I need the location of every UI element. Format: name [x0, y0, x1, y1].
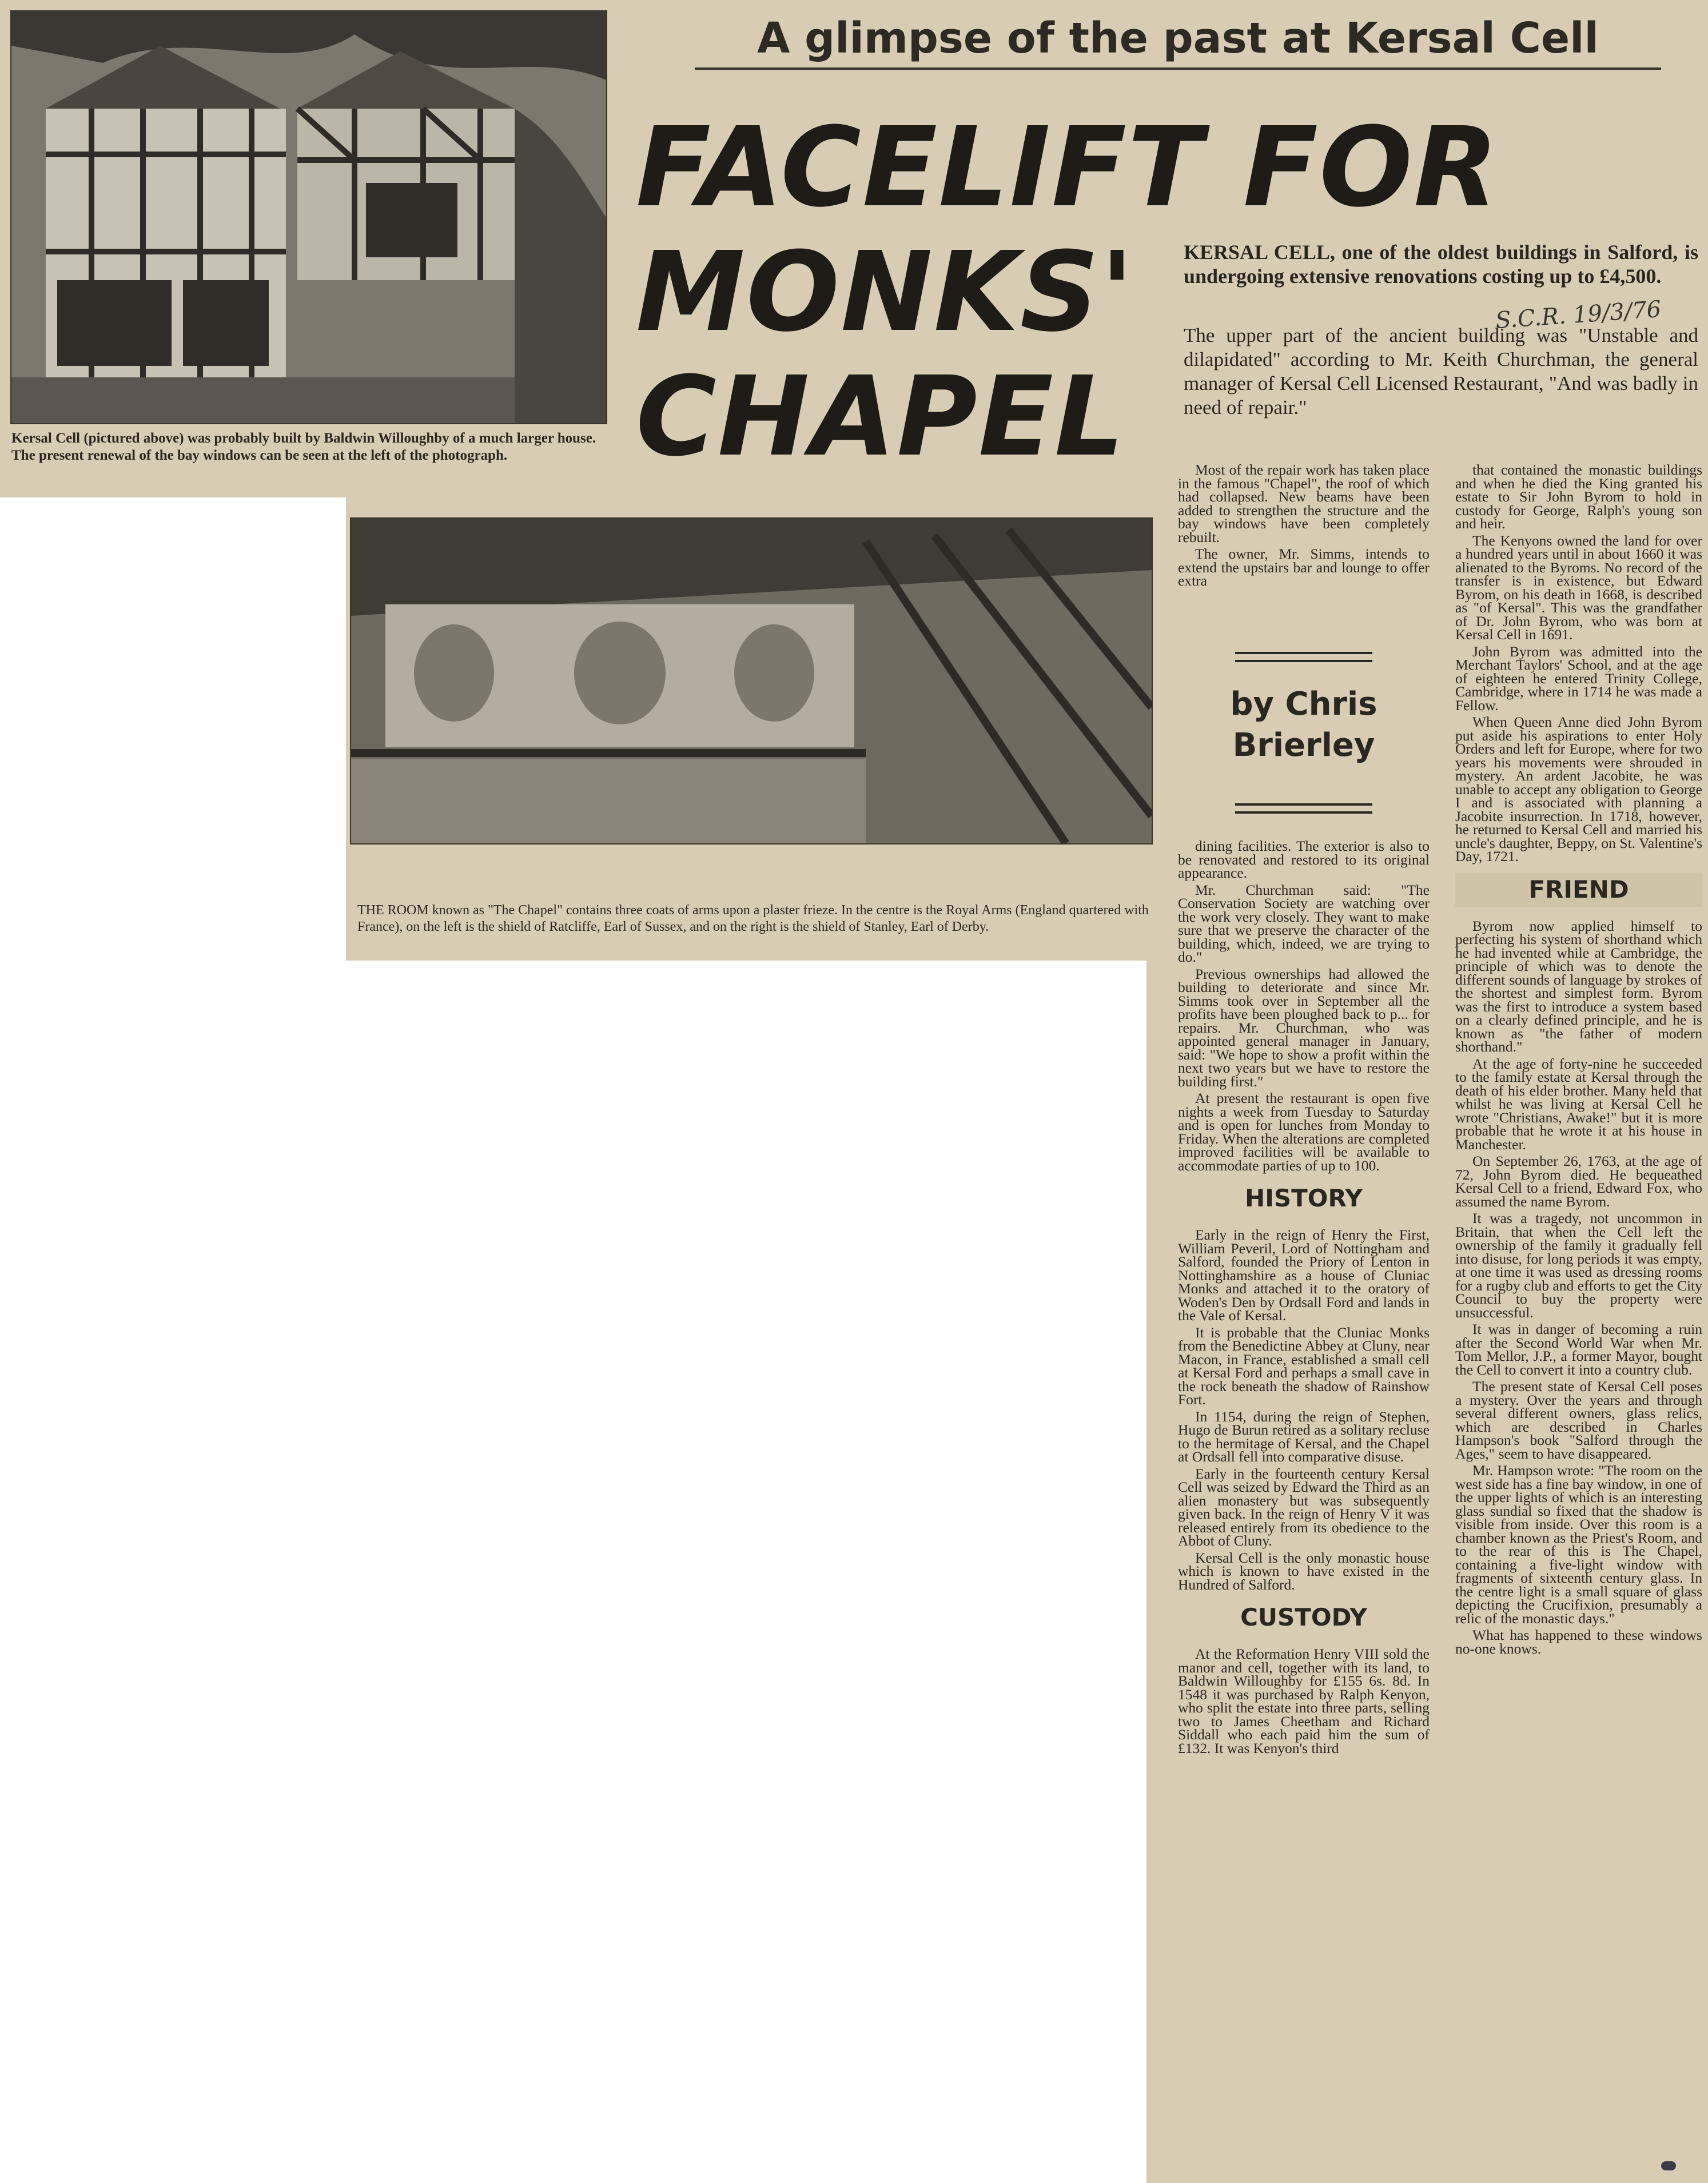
paragraph: At present the restaurant is open five nights a week from Tuesday to Saturday and is open for lunches from Monday to Friday. When the alterations are completed improved facilities will be available to accommodate parties of up to 100. — [1178, 1090, 1430, 1174]
paragraph: It was a tragedy, not uncommon in Britain, that when the Cell left the ownership of the family it gradually fell into disuse, for long periods it was empty, at one time it was used as dressing rooms for a rugby club and efforts to get the City Council to buy the property were unsuccessful. — [1455, 1210, 1702, 1321]
byline-rule-top — [1235, 652, 1372, 662]
standfirst: KERSAL CELL, one of the oldest buildings in Salford, is undergoing extensive renovations costing up to £4,500. — [1184, 241, 1698, 288]
byline-line-2: Brierley — [1232, 727, 1375, 764]
paragraph: It was in danger of becoming a ruin after the Second World War when Mr. Tom Mellor, J.P., a former Mayor, bought the Cell to convert it into a country club. — [1455, 1321, 1702, 1378]
article-column-2 — [1455, 463, 1702, 1659]
house-photo-caption: Kersal Cell (pictured above) was probably built by Baldwin Willoughby of a much larger house. The present renewal of the bay windows can be seen at the left of the photograph. — [11, 431, 596, 463]
paragraph: On September 26, 1763, at the age of 72, John Byrom died. He bequeathed Kersal Cell to a friend, Edward Fox, who assumed the name Byrom. — [1455, 1153, 1702, 1210]
paragraph: Most of the repair work has taken place in the famous "Chapel", the roof of which had collapsed. New beams have been added to strengthen the structure and the bay windows have been completely rebuilt. — [1178, 461, 1430, 545]
intro-paragraph: The upper part of the ancient building was "Unstable and dilapidated" according to Mr. Keith Churchman, the general manager of Kersal Cell Licensed Restaurant, "And was badly in need of repair." — [1184, 324, 1698, 419]
paragraph: The present state of Kersal Cell poses a mystery. Over the years and through several different owners, glass relics, which are described in Charles Hampson's book "Salford through the Ages," seem to have disappeared. — [1455, 1378, 1702, 1462]
byline — [1189, 684, 1418, 766]
handwritten-date-note: S.C.R. 19/3/76 — [1494, 296, 1662, 334]
paragraph: The Kenyons owned the land for over a hundred years until in about 1660 it was alienated to the Byroms. No record of the transfer is in existence, but Edward Byrom, on his death in 1668, is described as "of Kersal". This was the grandfather of Dr. John Byrom, who was born at Kersal Cell in 1691. — [1455, 532, 1702, 643]
subhead-friend: FRIEND — [1455, 873, 1702, 907]
headline-line-3: CHAPEL — [636, 353, 1126, 481]
paragraph: Previous ownerships had allowed the building to deteriorate and since Mr. Simms took over in September all the profits have been ploughed back to p... for repairs. Mr. Churchman, who was appointed general manager in January, said: "We hope to show a profit within the next two years but we have to restore the building first." — [1178, 965, 1430, 1090]
chapel-frieze-photo — [350, 517, 1153, 844]
subhead-history: HISTORY — [1245, 1184, 1363, 1212]
subhead-custody: CUSTODY — [1240, 1603, 1367, 1631]
kicker-headline: A glimpse of the past at Kersal Cell — [757, 14, 1599, 63]
paragraph: The owner, Mr. Simms, intends to extend the upstairs bar and lounge to offer extra — [1178, 545, 1430, 589]
house-photo — [10, 10, 607, 424]
paragraph: John Byrom was admitted into the Merchant Taylors' School, and at the age of eighteen he entered Trinity College, Cambridge, where in 1714 he was made a Fellow. — [1455, 643, 1702, 714]
kicker-rule — [695, 67, 1661, 70]
headline-line-2: MONKS' — [636, 229, 1135, 356]
byline-line-1: by Chris — [1230, 686, 1377, 723]
paragraph: Byrom now applied himself to perfecting his system of shorthand which he had invented while at Cambridge, the principle of which was to denote the different sounds of language by strokes of the shortest and simplest form. Byrom was the first to introduce a system based on a clearly defined principle, and he is known as "the father of modern shorthand." — [1455, 917, 1702, 1055]
main-headline — [636, 106, 1551, 480]
byline-rule-bottom — [1235, 803, 1372, 814]
paragraph: Mr. Churchman said: "The Conservation Society are watching over the work very closely. They want to make sure that we preserve the character of the building, which, indeed, we are trying to do." — [1178, 881, 1430, 965]
paragraph: At the Reformation Henry VIII sold the manor and cell, together with its land, to Baldwin Willoughby for £155 6s. 8d. In 1548 it was purchased by Ralph Kenyon, who split the estate into three parts, selling two to James Cheetham and Richard Siddall who each paid him the sum of £132. It was Kenyon's third — [1178, 1646, 1430, 1756]
paragraph: When Queen Anne died John Byrom put aside his aspirations to enter Holy Orders and left for Europe, where for two years his movements were shrouded in mystery. An ardent Jacobite, he was unable to accept any obligation to George I and is associated with planning a Jacobite insurrection. In 1718, however, he returned to Kersal Cell and married his uncle's daughter, Beppy, on St. Valentine's Day, 1721. — [1455, 714, 1702, 865]
paragraph: that contained the monastic buildings and when he died the King granted his estate to Sir John Byrom to hold in custody for George, Ralph's young son and heir. — [1455, 461, 1702, 532]
paragraph: Kersal Cell is the only monastic house which is known to have existed in the Hundred of Salford. — [1178, 1549, 1430, 1593]
paragraph: What has happened to these windows no-one knows. — [1455, 1627, 1702, 1657]
paragraph: Mr. Hampson wrote: "The room on the west side has a fine bay window, in one of the upper lights of which is an interesting glass sundial so fixed that the shadow is visible from inside. Over this room is a chamber known as the Priest's Room, and to the rear of this is The Chapel, containing a five-light window with fragments of sixteenth century glass. In the centre light is a small square of glass depicting the Crucifixion, presumably a relic of the monastic days." — [1455, 1462, 1702, 1627]
paragraph: Early in the reign of Henry the First, William Peveril, Lord of Nottingham and Salford, founded the Priory of Lenton in Nottinghamshire as a house of Cluniac Monks and attached it to the oratory of Woden's Den by Ordsall Ford and lands in the Vale of Kersal. — [1178, 1226, 1430, 1324]
chapel-photo-caption: THE ROOM known as "The Chapel" contains three coats of arms upon a plaster frieze. In the centre is the Royal Arms (England quartered with France), on the left is the shield of Ratcliffe, Earl of Sussex, and on the right is the shield of Stanley, Earl of Derby. — [357, 903, 1149, 934]
paragraph: In 1154, during the reign of Stephen, Hugo de Burun retired as a solitary recluse to the hermitage of Kersal, and the Chapel at Ordsall fell into comparative disuse. — [1178, 1408, 1430, 1465]
article-column-1-bottom — [1178, 839, 1430, 1758]
paragraph: dining facilities. The exterior is also to be renovated and restored to its original appearance. — [1178, 838, 1430, 881]
headline-line-1: FACELIFT FOR — [636, 104, 1500, 232]
ink-mark-icon — [1661, 2161, 1676, 2170]
paragraph: At the age of forty-nine he succeeded to the family estate at Kersal through the death of his elder brother. Many held that whilst he was living at Kersal Cell he wrote "Christians, Awake!" but it is more probable that he wrote it at his house in Manchester. — [1455, 1055, 1702, 1153]
paragraph: It is probable that the Cluniac Monks from the Benedictine Abbey at Cluny, near Macon, in France, established a small cell at Kersal Ford and perhaps a small cave in the rock beneath the shadow of Rainshow Fort. — [1178, 1324, 1430, 1408]
paragraph: Early in the fourteenth century Kersal Cell was seized by Edward the Third as an alien monastery but was subsequently given back. In the reign of Henry V it was released entirely from its obedience to the Abbot of Cluny. — [1178, 1465, 1430, 1549]
article-column-1-top — [1178, 463, 1430, 591]
